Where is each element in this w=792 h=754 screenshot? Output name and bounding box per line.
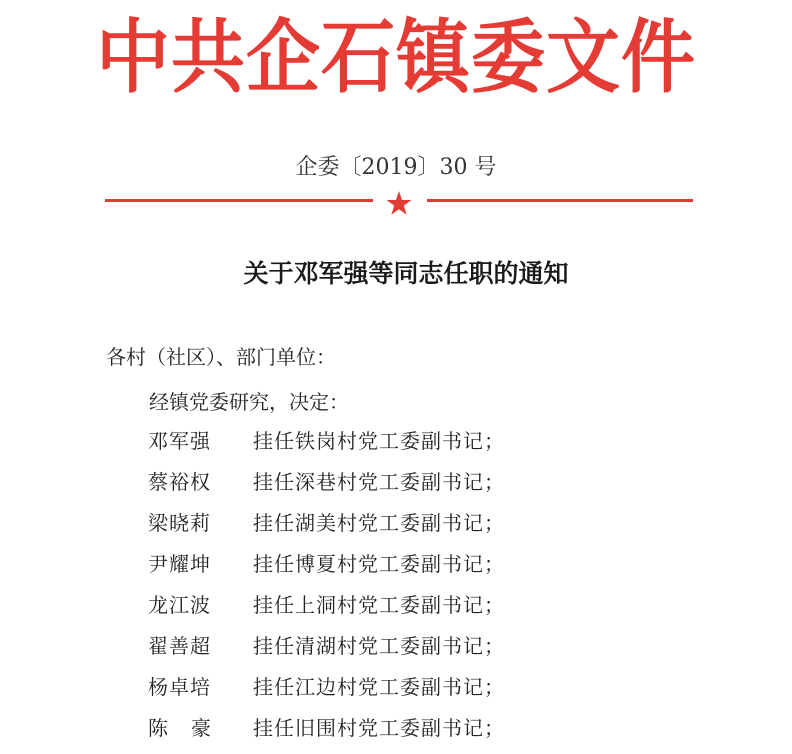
- appointment-row: [0, 426, 792, 467]
- document-number: 企委〔2019〕30 号: [295, 155, 497, 180]
- appointment-row: [0, 713, 792, 754]
- intro-text: 经镇党委研究，决定：: [149, 390, 349, 414]
- appointment-duty: 挂任深巷村党工委副书记；: [253, 470, 505, 494]
- appointee-name: 蔡裕权: [148, 470, 211, 494]
- appointment-list: [0, 426, 792, 754]
- appointee-name: 龙江波: [148, 593, 211, 617]
- appointment-duty: 挂任清湖村党工委副书记；: [253, 634, 505, 658]
- appointment-row: [0, 672, 792, 713]
- appointee-name: 梁晓莉: [148, 511, 211, 535]
- notice-title: 关于邓军强等同志任职的通知: [243, 259, 569, 288]
- appointment-duty: 挂任上洞村党工委副书记；: [253, 593, 505, 617]
- appointment-duty: 挂任铁岗村党工委副书记；: [253, 429, 505, 453]
- appointment-duty: 挂任湖美村党工委副书记；: [253, 511, 505, 535]
- appointment-row: [0, 508, 792, 549]
- red-divider-right: [427, 199, 693, 202]
- appointment-duty: 挂任博夏村党工委副书记；: [253, 552, 505, 576]
- masthead-title: 中共企石镇委文件: [96, 11, 696, 105]
- appointee-name: 尹耀坤: [148, 552, 211, 576]
- appointment-row: [0, 467, 792, 508]
- appointment-duty: 挂任旧围村党工委副书记；: [253, 716, 505, 740]
- red-divider-left: [105, 199, 373, 202]
- appointee-name: 陈豪: [148, 716, 234, 740]
- star-icon: [386, 190, 412, 216]
- appointment-duty: 挂任江边村党工委副书记；: [253, 675, 505, 699]
- star-shape: [387, 191, 412, 215]
- appointment-row: [0, 549, 792, 590]
- appointee-name: 邓军强: [148, 429, 211, 453]
- salutation: 各村（社区）、部门单位：: [106, 345, 336, 369]
- appointment-row: [0, 631, 792, 672]
- appointment-row: [0, 590, 792, 631]
- appointee-name: 杨卓培: [148, 675, 211, 699]
- appointee-name: 翟善超: [148, 634, 211, 658]
